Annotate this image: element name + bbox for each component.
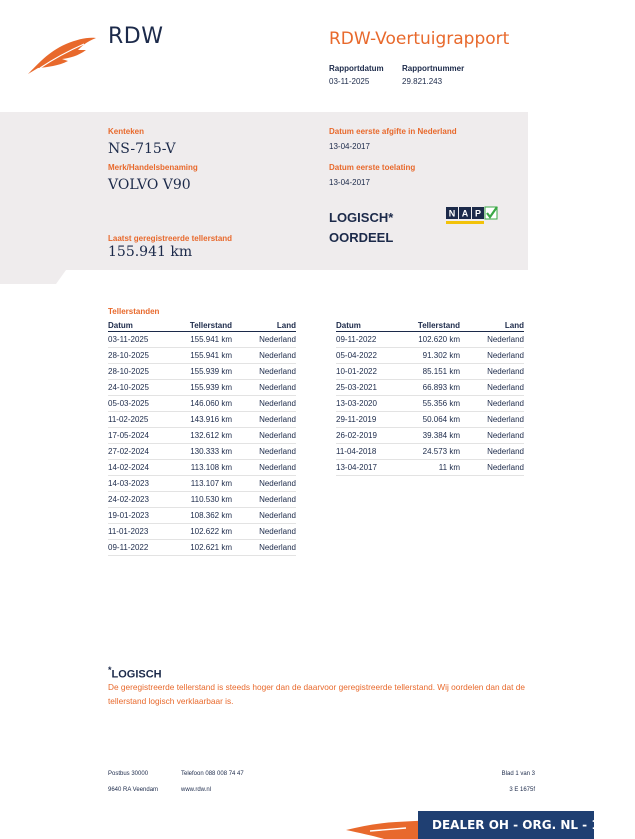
reading-country: Nederland bbox=[460, 459, 524, 475]
table-row bbox=[108, 411, 296, 427]
reading-country: Nederland bbox=[232, 379, 296, 395]
readings-table-left bbox=[108, 320, 296, 556]
reading-km: 155.941 km bbox=[174, 347, 232, 363]
reading-km: 55.356 km bbox=[402, 395, 460, 411]
reading-km: 113.107 km bbox=[174, 475, 232, 491]
column-header-country: Land bbox=[232, 320, 296, 331]
first-nl-label: Datum eerste afgifte in Nederland bbox=[329, 127, 457, 136]
reading-km: 113.108 km bbox=[174, 459, 232, 475]
reading-date: 10-01-2022 bbox=[336, 363, 402, 379]
make-label: Merk/Handelsbenaming bbox=[108, 163, 198, 172]
readings-title: Tellerstanden bbox=[108, 307, 160, 316]
reading-country: Nederland bbox=[460, 427, 524, 443]
column-header-date: Datum bbox=[108, 320, 174, 331]
reading-country: Nederland bbox=[460, 347, 524, 363]
table-row bbox=[108, 491, 296, 507]
reading-km: 66.893 km bbox=[402, 379, 460, 395]
reading-country: Nederland bbox=[232, 475, 296, 491]
reading-date: 14-02-2024 bbox=[108, 459, 174, 475]
footnote-text: De geregistreerde tellerstand is steeds hoger dan de daarvoor geregistreerde tellerstand. Wij oordelen dan dat de tellerstand logisch verklaarbaar is. bbox=[108, 682, 525, 706]
table-row bbox=[108, 427, 296, 443]
first-admission-label: Datum eerste toelating bbox=[329, 163, 416, 172]
table-header-row bbox=[336, 320, 524, 331]
footer-city: 9640 RA Veendam bbox=[108, 787, 159, 793]
brand-name: RDW bbox=[108, 24, 164, 49]
footer-document-code: 3 E 1675f bbox=[509, 787, 535, 793]
odometer-value: 155.941 km bbox=[108, 244, 193, 260]
reading-date: 11-04-2018 bbox=[336, 443, 402, 459]
reading-country: Nederland bbox=[460, 331, 524, 347]
reading-date: 28-10-2025 bbox=[108, 347, 174, 363]
footer-phone: Telefoon 088 008 74 47 bbox=[181, 771, 244, 777]
column-header-km: Tellerstand bbox=[174, 320, 232, 331]
dealer-watermark-banner: DEALER OH - ORG. NL - 1E EIG bbox=[418, 811, 594, 839]
plate-label: Kenteken bbox=[108, 127, 145, 136]
reading-km: 50.064 km bbox=[402, 411, 460, 427]
reading-km: 24.573 km bbox=[402, 443, 460, 459]
reading-country: Nederland bbox=[460, 411, 524, 427]
reading-date: 14-03-2023 bbox=[108, 475, 174, 491]
readings-table-right bbox=[336, 320, 524, 476]
footer-postbus: Postbus 30000 bbox=[108, 771, 149, 777]
table-row bbox=[336, 427, 524, 443]
footnote-heading bbox=[108, 665, 162, 681]
reading-date: 03-11-2025 bbox=[108, 331, 174, 347]
report-date-label: Rapportdatum bbox=[329, 64, 384, 73]
reading-km: 143.916 km bbox=[174, 411, 232, 427]
report-number-label: Rapportnummer bbox=[402, 64, 465, 73]
nap-check-badge bbox=[446, 206, 498, 226]
reading-date: 29-11-2019 bbox=[336, 411, 402, 427]
reading-km: 110.530 km bbox=[174, 491, 232, 507]
reading-km: 85.151 km bbox=[402, 363, 460, 379]
reading-km: 102.620 km bbox=[402, 331, 460, 347]
footer-page-number: Blad 1 van 3 bbox=[501, 771, 535, 777]
judgement-subtitle: OORDEEL bbox=[329, 230, 394, 245]
reading-country: Nederland bbox=[232, 347, 296, 363]
panel-notch bbox=[0, 270, 66, 284]
table-row bbox=[336, 331, 524, 347]
reading-country: Nederland bbox=[232, 459, 296, 475]
table-row bbox=[108, 443, 296, 459]
reading-country: Nederland bbox=[232, 539, 296, 555]
table-row bbox=[108, 523, 296, 539]
reading-country: Nederland bbox=[232, 507, 296, 523]
report-title: RDW-Voertuigrapport bbox=[329, 29, 510, 49]
reading-country: Nederland bbox=[232, 411, 296, 427]
table-header-row bbox=[108, 320, 296, 331]
reading-km: 102.621 km bbox=[174, 539, 232, 555]
rdw-feather-logo bbox=[26, 34, 98, 76]
reading-date: 17-05-2024 bbox=[108, 427, 174, 443]
reading-country: Nederland bbox=[460, 379, 524, 395]
table-row bbox=[336, 379, 524, 395]
reading-date: 19-01-2023 bbox=[108, 507, 174, 523]
reading-km: 39.384 km bbox=[402, 427, 460, 443]
odometer-label: Laatst geregistreerde tellerstand bbox=[108, 234, 233, 243]
reading-date: 11-02-2025 bbox=[108, 411, 174, 427]
table-row bbox=[108, 363, 296, 379]
reading-date: 13-04-2017 bbox=[336, 459, 402, 475]
reading-km: 130.333 km bbox=[174, 443, 232, 459]
reading-country: Nederland bbox=[232, 363, 296, 379]
reading-km: 155.939 km bbox=[174, 379, 232, 395]
reading-date: 26-02-2019 bbox=[336, 427, 402, 443]
table-row bbox=[336, 347, 524, 363]
column-header-km: Tellerstand bbox=[402, 320, 460, 331]
table-row bbox=[108, 331, 296, 347]
reading-country: Nederland bbox=[232, 395, 296, 411]
reading-country: Nederland bbox=[460, 443, 524, 459]
nap-letter-n: N bbox=[448, 208, 456, 219]
make-value: VOLVO V90 bbox=[108, 177, 191, 193]
table-row bbox=[108, 459, 296, 475]
table-row bbox=[336, 363, 524, 379]
table-row bbox=[108, 475, 296, 491]
footnote-star: * bbox=[108, 665, 112, 675]
table-row bbox=[336, 395, 524, 411]
reading-date: 24-02-2023 bbox=[108, 491, 174, 507]
reading-country: Nederland bbox=[460, 363, 524, 379]
reading-date: 11-01-2023 bbox=[108, 523, 174, 539]
column-header-date: Datum bbox=[336, 320, 402, 331]
reading-km: 91.302 km bbox=[402, 347, 460, 363]
reading-date: 27-02-2024 bbox=[108, 443, 174, 459]
table-row bbox=[108, 379, 296, 395]
reading-km: 102.622 km bbox=[174, 523, 232, 539]
nap-letter-a: A bbox=[461, 208, 469, 219]
reading-date: 13-03-2020 bbox=[336, 395, 402, 411]
table-row bbox=[108, 347, 296, 363]
column-header-country: Land bbox=[460, 320, 524, 331]
table-row bbox=[336, 443, 524, 459]
reading-km: 146.060 km bbox=[174, 395, 232, 411]
reading-km: 108.362 km bbox=[174, 507, 232, 523]
reading-date: 05-03-2025 bbox=[108, 395, 174, 411]
plate-value: NS-715-V bbox=[108, 141, 176, 157]
first-nl-value: 13-04-2017 bbox=[329, 142, 370, 151]
reading-date: 09-11-2022 bbox=[336, 331, 402, 347]
footnote-heading-text: LOGISCH bbox=[111, 668, 162, 681]
reading-country: Nederland bbox=[232, 523, 296, 539]
report-date: 03-11-2025 bbox=[329, 77, 370, 86]
reading-km: 11 km bbox=[402, 459, 460, 475]
table-row bbox=[108, 395, 296, 411]
first-admission-value: 13-04-2017 bbox=[329, 178, 370, 187]
table-row bbox=[108, 507, 296, 523]
reading-date: 25-03-2021 bbox=[336, 379, 402, 395]
reading-country: Nederland bbox=[232, 427, 296, 443]
reading-km: 155.939 km bbox=[174, 363, 232, 379]
reading-date: 28-10-2025 bbox=[108, 363, 174, 379]
table-row bbox=[336, 459, 524, 475]
footer-website: www.rdw.nl bbox=[181, 787, 212, 793]
reading-country: Nederland bbox=[460, 395, 524, 411]
table-row bbox=[336, 411, 524, 427]
table-row bbox=[108, 539, 296, 555]
judgement-title: LOGISCH* bbox=[329, 210, 394, 225]
nap-letter-p: P bbox=[474, 208, 482, 219]
reading-date: 24-10-2025 bbox=[108, 379, 174, 395]
reading-km: 132.612 km bbox=[174, 427, 232, 443]
report-number: 29.821.243 bbox=[402, 77, 443, 86]
reading-country: Nederland bbox=[232, 443, 296, 459]
reading-date: 05-04-2022 bbox=[336, 347, 402, 363]
reading-country: Nederland bbox=[232, 491, 296, 507]
reading-date: 09-11-2022 bbox=[108, 539, 174, 555]
reading-country: Nederland bbox=[232, 331, 296, 347]
reading-km: 155.941 km bbox=[174, 331, 232, 347]
